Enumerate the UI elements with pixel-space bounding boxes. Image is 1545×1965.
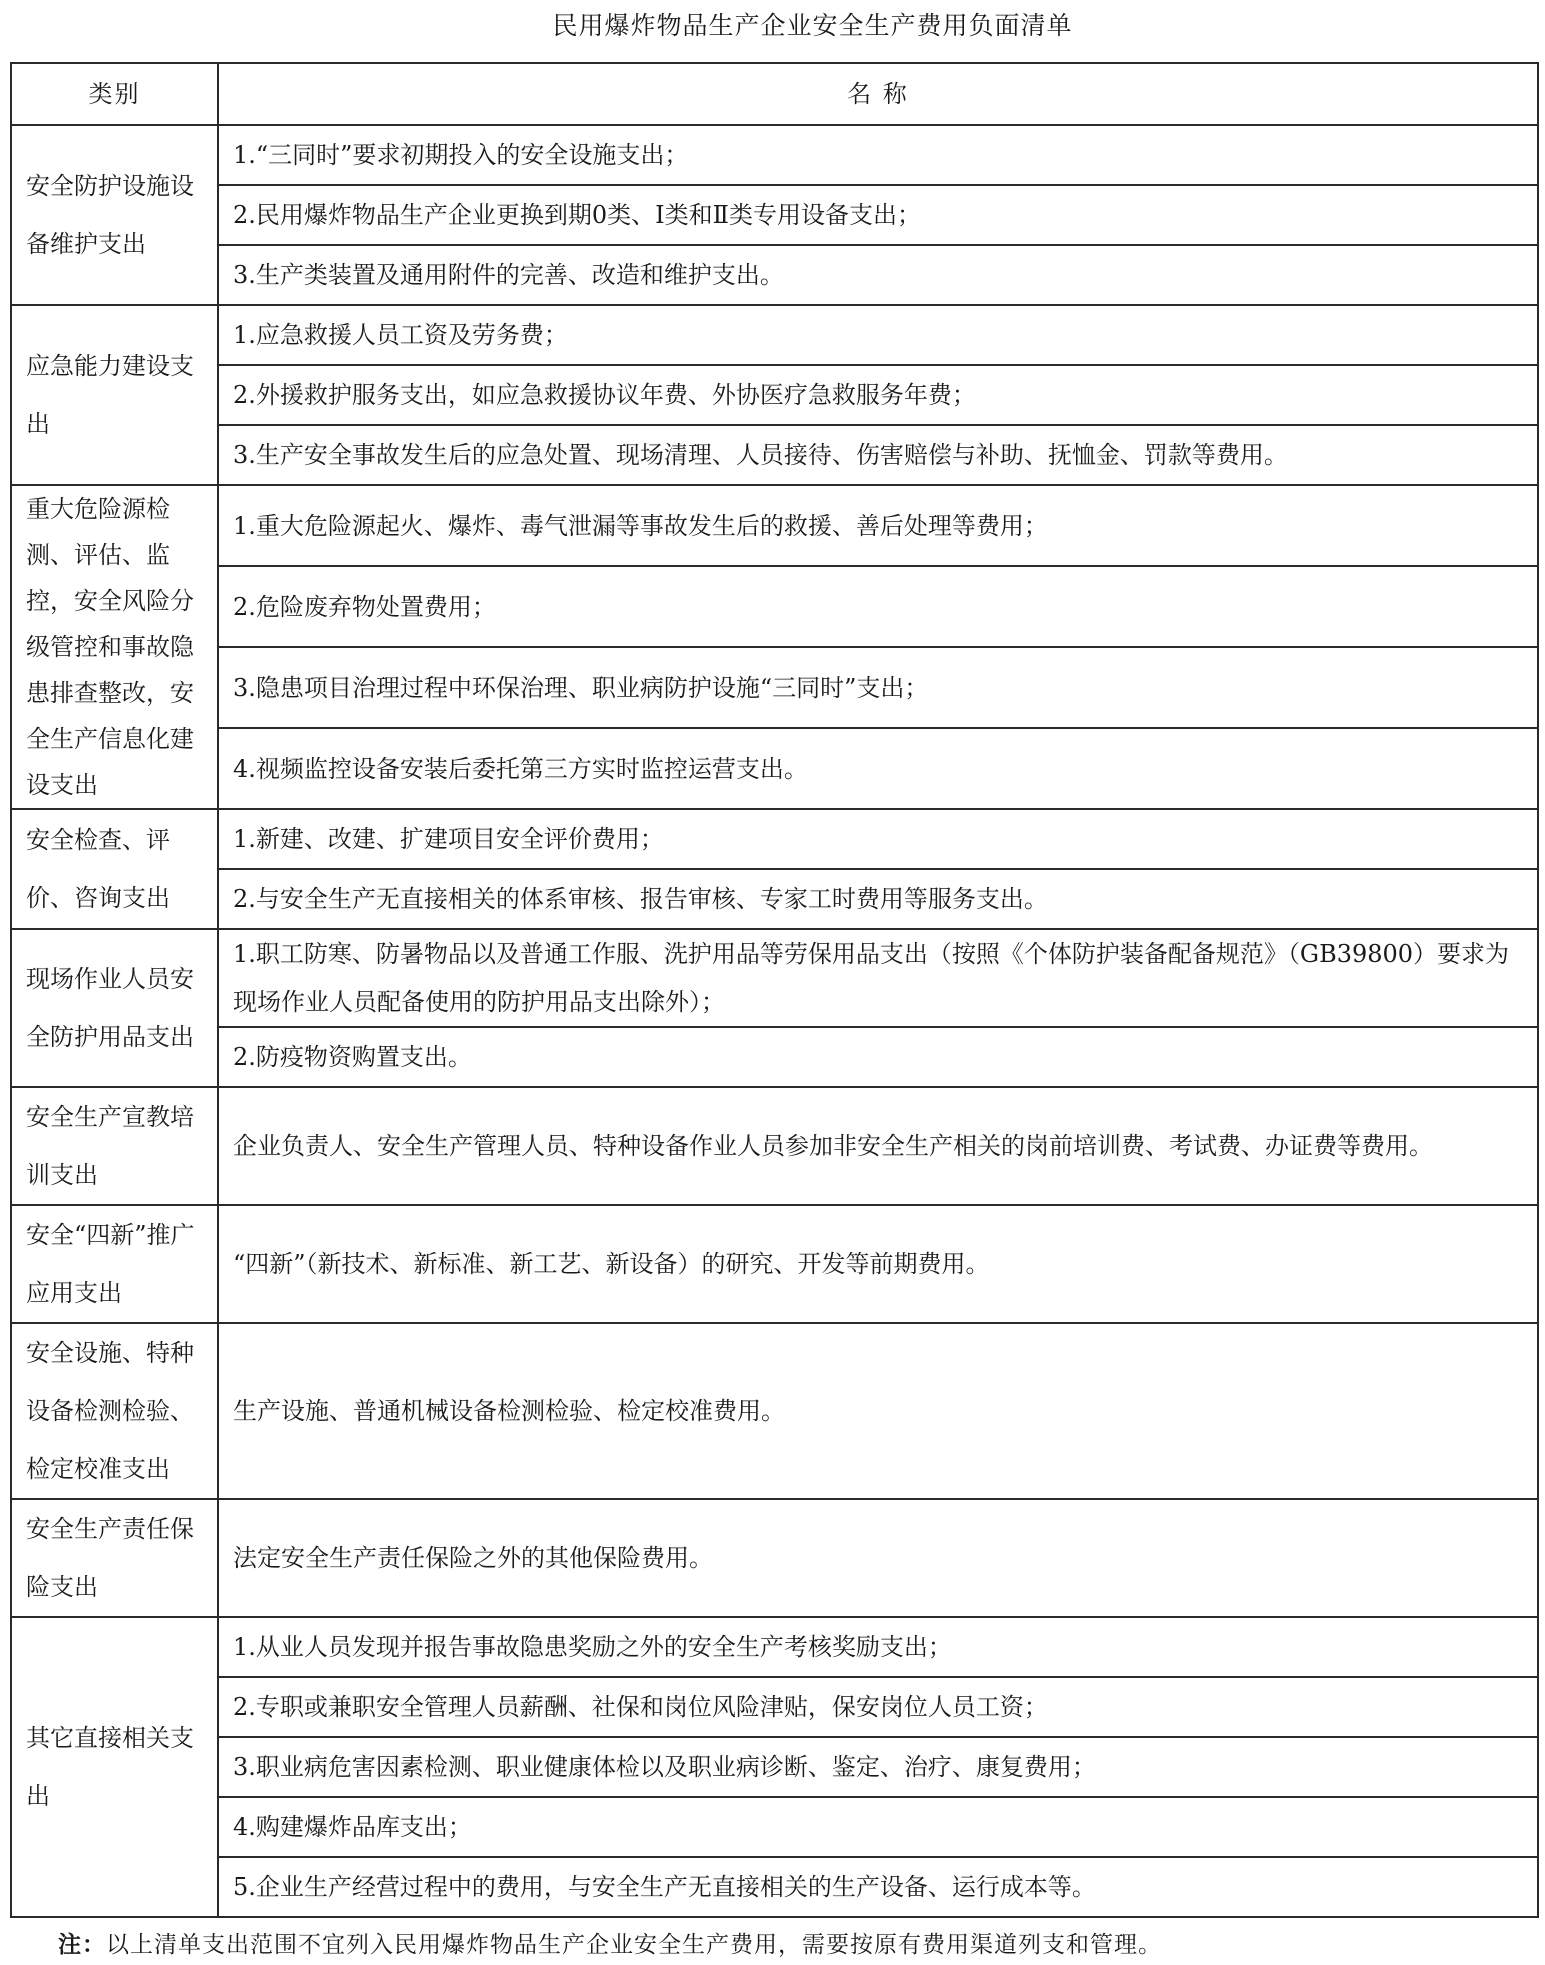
table-row: [11, 1617, 1538, 1677]
table-header-row: [11, 63, 1538, 125]
table-row: [11, 1323, 1538, 1499]
item-cell: 2.外援救护服务支出，如应急救援协议年费、外协医疗急救服务年费；: [218, 365, 1538, 425]
table-row: [11, 647, 1538, 728]
item-cell: 1.“三同时”要求初期投入的安全设施支出；: [218, 125, 1538, 185]
table-row: [11, 485, 1538, 566]
table-row: [11, 728, 1538, 809]
table-row: [11, 1027, 1538, 1087]
table-row: [11, 1205, 1538, 1323]
header-category: 类别: [11, 63, 218, 125]
table-row: [11, 425, 1538, 485]
category-cell: 安全检查、评价、咨询支出: [11, 809, 218, 929]
table-row: [11, 365, 1538, 425]
item-cell: 2.危险废弃物处置费用；: [218, 566, 1538, 647]
table-row: [11, 1087, 1538, 1205]
footnote-text: 以上清单支出范围不宜列入民用爆炸物品生产企业安全生产费用，需要按原有费用渠道列支和管理。: [106, 1932, 1162, 1958]
item-cell: 生产设施、普通机械设备检测检验、检定校准费用。: [218, 1323, 1538, 1499]
table-row: [11, 1737, 1538, 1797]
category-cell: 重大危险源检测、评估、监控，安全风险分级管控和事故隐患排查整改，安全生产信息化建设支出: [11, 485, 218, 809]
category-cell: 应急能力建设支出: [11, 305, 218, 485]
item-cell: 2.专职或兼职安全管理人员薪酬、社保和岗位风险津贴，保安岗位人员工资；: [218, 1677, 1538, 1737]
category-cell: 安全防护设施设备维护支出: [11, 125, 218, 305]
page-title: 民用爆炸物品生产企业安全生产费用负面清单: [552, 11, 1073, 40]
header-name: 名 称: [218, 63, 1538, 125]
category-cell: 现场作业人员安全防护用品支出: [11, 929, 218, 1087]
item-cell: 1.职工防寒、防暑物品以及普通工作服、洗护用品等劳保用品支出（按照《个体防护装备配备规范》（GB39800）要求为现场作业人员配备使用的防护用品支出除外）；: [218, 929, 1538, 1027]
item-cell: 1.应急救援人员工资及劳务费；: [218, 305, 1538, 365]
table-row: [11, 305, 1538, 365]
item-cell: 2.民用爆炸物品生产企业更换到期0类、I类和Ⅱ类专用设备支出；: [218, 185, 1538, 245]
footnote-label: 注：: [58, 1931, 106, 1958]
item-cell: “四新”（新技术、新标准、新工艺、新设备）的研究、开发等前期费用。: [218, 1205, 1538, 1323]
negative-list-table: [10, 62, 1539, 1918]
category-cell: 其它直接相关支出: [11, 1617, 218, 1917]
category-cell: 安全“四新”推广应用支出: [11, 1205, 218, 1323]
table-row: [11, 185, 1538, 245]
category-cell: 安全生产责任保险支出: [11, 1499, 218, 1617]
item-cell: 1.新建、改建、扩建项目安全评价费用；: [218, 809, 1538, 869]
item-cell: 2.防疫物资购置支出。: [218, 1027, 1538, 1087]
table-row: [11, 1797, 1538, 1857]
item-cell: 4.视频监控设备安装后委托第三方实时监控运营支出。: [218, 728, 1538, 809]
item-cell: 3.生产安全事故发生后的应急处置、现场清理、人员接待、伤害赔偿与补助、抚恤金、罚款等费用。: [218, 425, 1538, 485]
category-cell: 安全设施、特种设备检测检验、检定校准支出: [11, 1323, 218, 1499]
table-row: [11, 245, 1538, 305]
table-row: [11, 1857, 1538, 1917]
item-cell: 企业负责人、安全生产管理人员、特种设备作业人员参加非安全生产相关的岗前培训费、考试费、办证费等费用。: [218, 1087, 1538, 1205]
table-row: [11, 929, 1538, 1027]
item-cell: 3.职业病危害因素检测、职业健康体检以及职业病诊断、鉴定、治疗、康复费用；: [218, 1737, 1538, 1797]
table-row: [11, 869, 1538, 929]
table-row: [11, 809, 1538, 869]
table-row: [11, 1677, 1538, 1737]
item-cell: 3.隐患项目治理过程中环保治理、职业病防护设施“三同时”支出；: [218, 647, 1538, 728]
category-cell: 安全生产宣教培训支出: [11, 1087, 218, 1205]
item-cell: 5.企业生产经营过程中的费用，与安全生产无直接相关的生产设备、运行成本等。: [218, 1857, 1538, 1917]
table-row: [11, 125, 1538, 185]
item-cell: 3.生产类装置及通用附件的完善、改造和维护支出。: [218, 245, 1538, 305]
item-cell: 2.与安全生产无直接相关的体系审核、报告审核、专家工时费用等服务支出。: [218, 869, 1538, 929]
footnote: [58, 1926, 1162, 1959]
table-row: [11, 1499, 1538, 1617]
item-cell: 法定安全生产责任保险之外的其他保险费用。: [218, 1499, 1538, 1617]
item-cell: 1.重大危险源起火、爆炸、毒气泄漏等事故发生后的救援、善后处理等费用；: [218, 485, 1538, 566]
item-cell: 4.购建爆炸品库支出；: [218, 1797, 1538, 1857]
table-row: [11, 566, 1538, 647]
item-cell: 1.从业人员发现并报告事故隐患奖励之外的安全生产考核奖励支出；: [218, 1617, 1538, 1677]
